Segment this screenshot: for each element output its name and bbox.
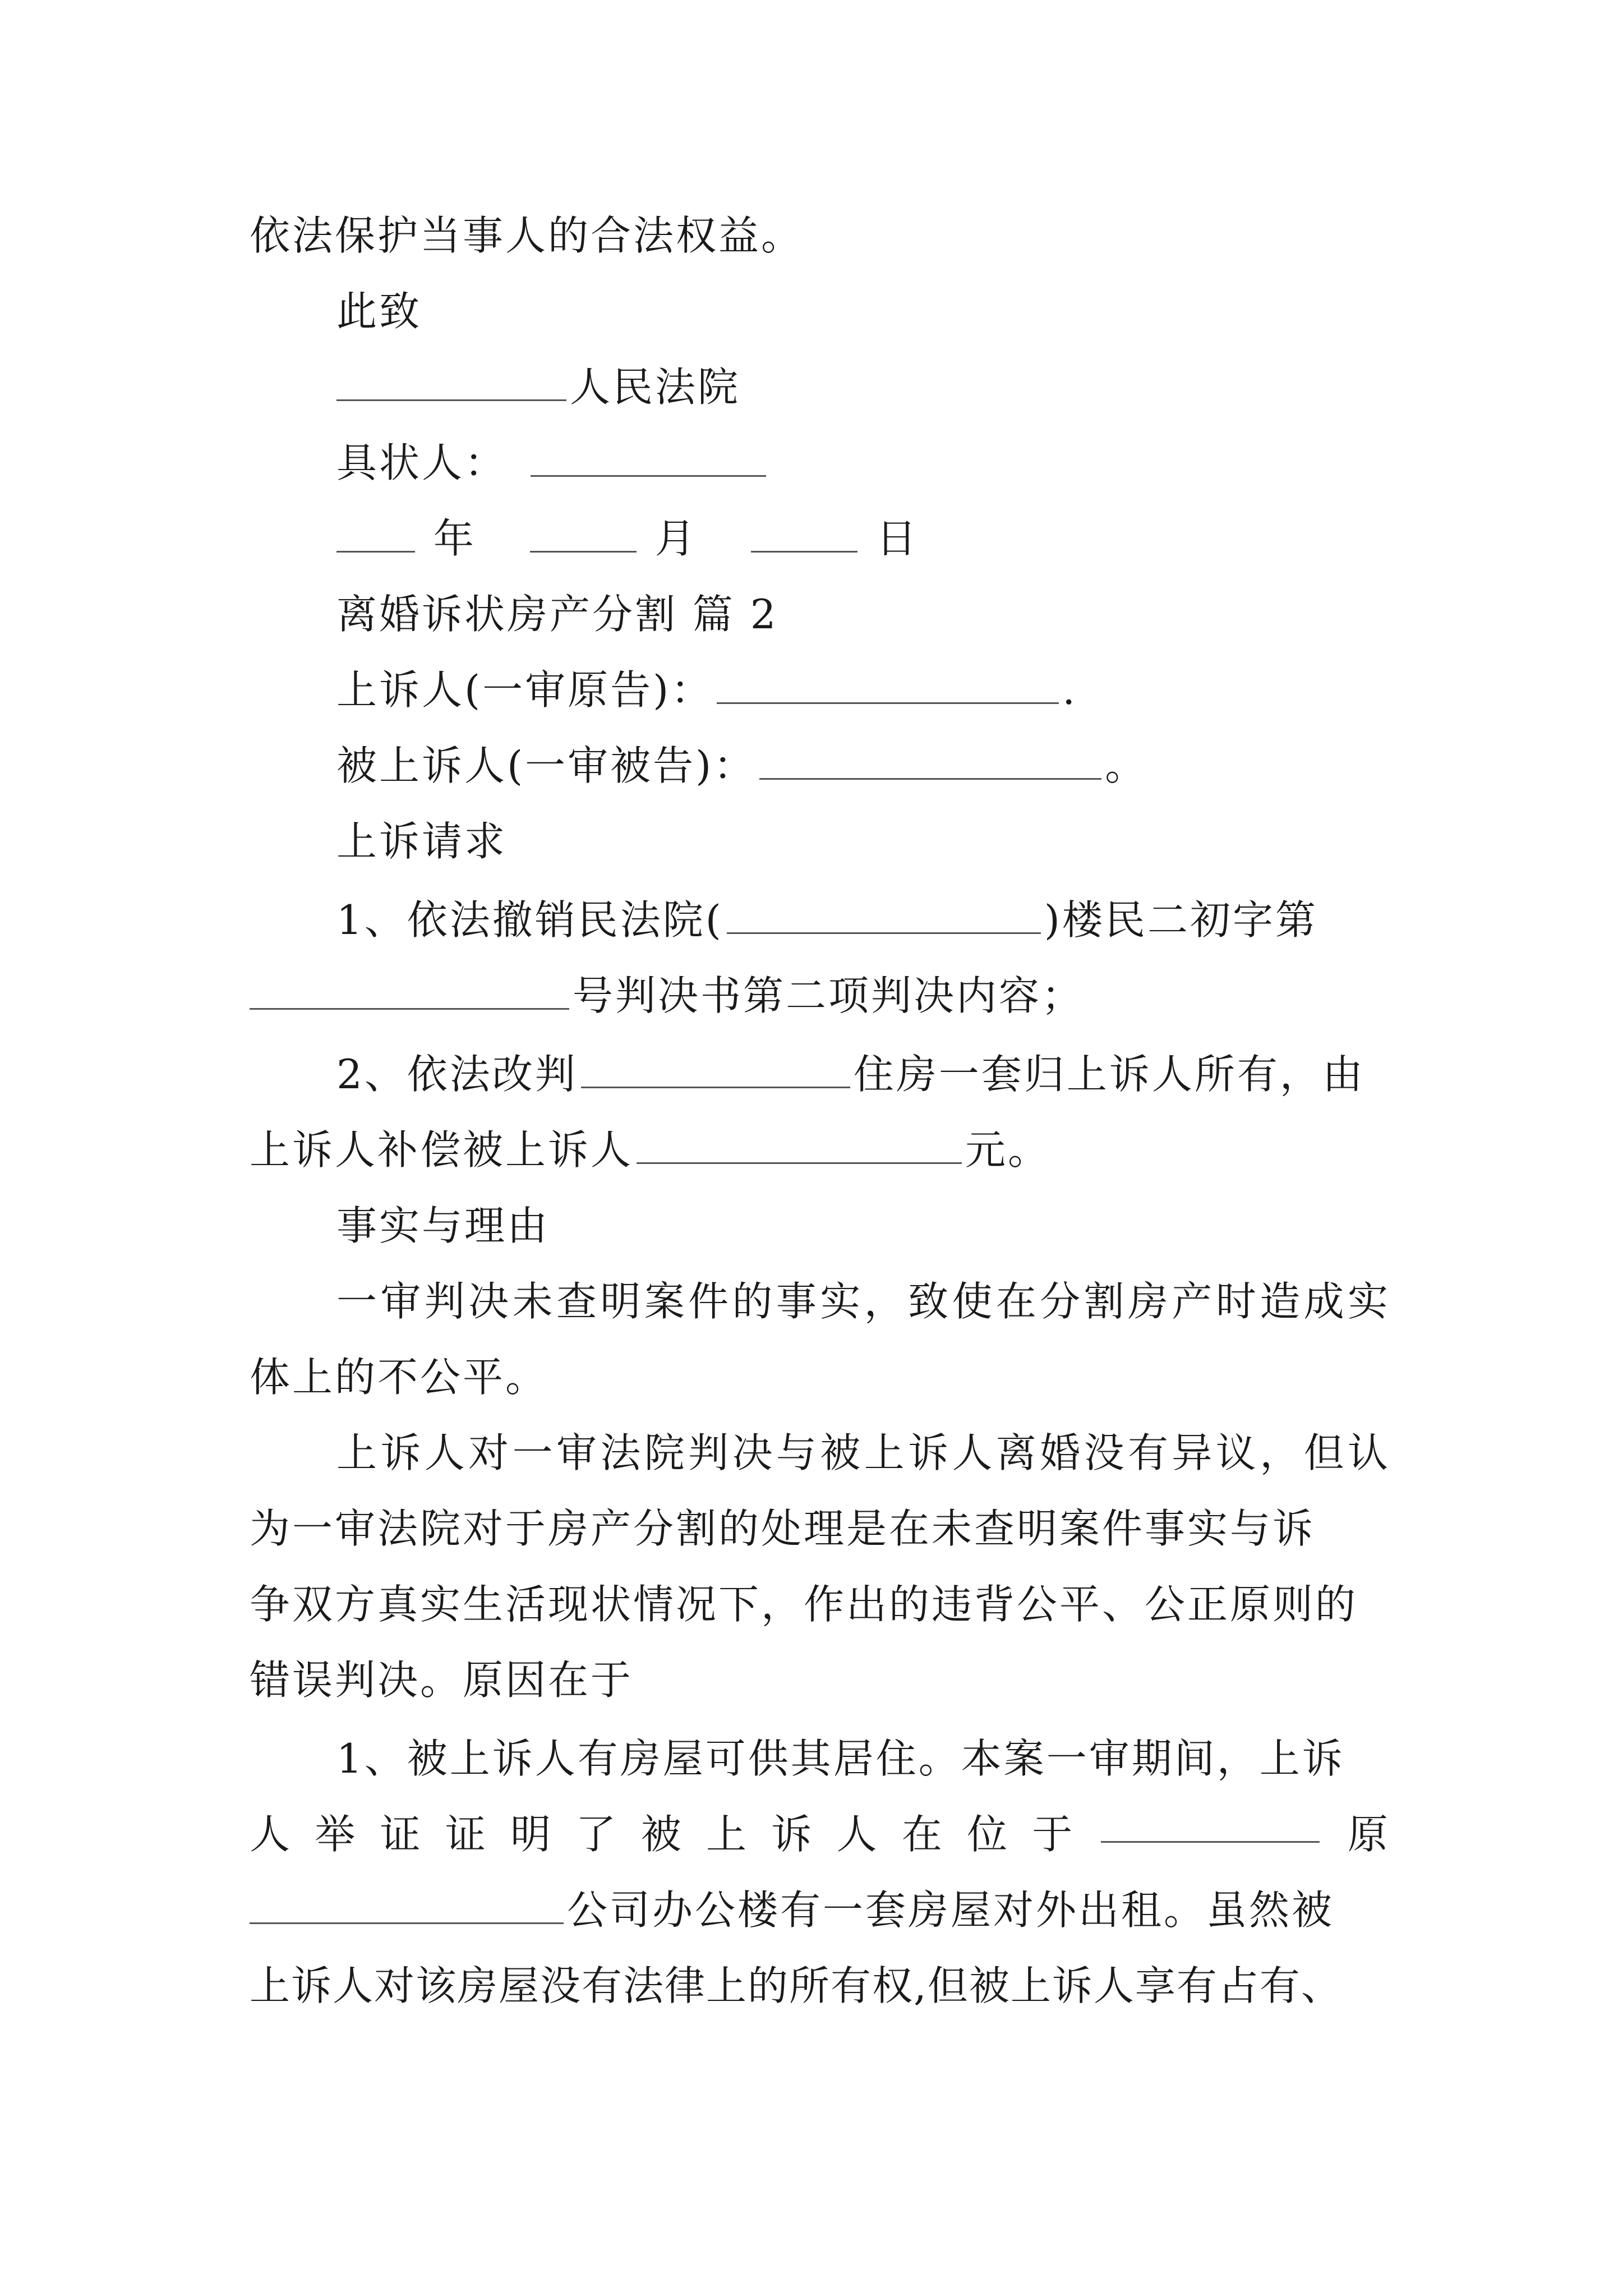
month-label: 月: [654, 515, 698, 562]
compensation-blank: [637, 1128, 962, 1164]
day-blank: [751, 516, 857, 553]
char-12: 于: [1032, 1811, 1073, 1858]
request-1-start: 1、依法撤销民法院(: [336, 896, 723, 944]
appellant-line: [336, 662, 1388, 718]
request-1-continued: [250, 968, 1388, 1024]
location-blank: [1101, 1806, 1320, 1843]
company-blank: [250, 1888, 564, 1924]
day-label: 日: [876, 515, 919, 562]
char-4: 明: [510, 1811, 551, 1858]
plaintiff-blank: [531, 440, 766, 477]
text-line-17: 上 诉 人 对 一 审 法 院 判 决 与 被 上 诉 人 离 婚 没 有 异 议 ， 但 认: [336, 1429, 1388, 1476]
text-line-20: 错误判决。原因在于: [250, 1657, 634, 1704]
request-1-line: [336, 892, 1388, 948]
text-line-19: 争双方真实生活现状情况下，作出的违背公平、公正原则的: [250, 1581, 1358, 1628]
request-2-line: [336, 1046, 1388, 1102]
text-line-21: 1、被上诉人有房屋可供其居住。本案一审期间，上诉: [336, 1735, 1345, 1782]
char-end: 原: [1347, 1811, 1388, 1858]
char-11: 位: [967, 1811, 1008, 1858]
plaintiff-signature-line: [336, 435, 1388, 491]
request-2-start: 2、依法改判: [336, 1051, 578, 1098]
text-line-16: 体上的不公平。: [250, 1354, 548, 1401]
char-6: 被: [640, 1811, 681, 1858]
text-line-22: [250, 1806, 1388, 1862]
char-3: 证: [445, 1811, 486, 1858]
request-2-text: 上诉人补偿被上诉人: [250, 1126, 634, 1174]
court-line: [336, 359, 1388, 415]
housing-blank: [581, 1052, 850, 1088]
char-9: 人: [836, 1811, 877, 1858]
request-1-text: 号判决书第二项判决内容；: [573, 972, 1085, 1019]
char-7: 上: [706, 1811, 746, 1858]
text-line-24: 上诉人对该房屋没有法律上的所有权,但被上诉人享有占有、: [250, 1962, 1343, 2009]
appellant-blank: [717, 668, 1059, 704]
text-line-23-content: 公司办公楼有一套房屋对外出租。虽然被: [567, 1887, 1335, 1934]
text-line-15: 一 审 判 决 未 查 明 案 件 的 事 实 ， 致 使 在 分 割 房 产 时 造 成 实: [336, 1278, 1388, 1325]
char-2: 证: [380, 1811, 421, 1858]
plaintiff-label: 具状人：: [336, 439, 508, 486]
appellant-label: 上诉人(一审原告)：: [336, 666, 714, 714]
char-10: 在: [901, 1811, 942, 1858]
request-2-unit: 元。: [965, 1126, 1051, 1174]
section-heading: 离婚诉状房产分割 篇 2: [336, 591, 778, 638]
appellee-label: 被上诉人(一审被告)：: [336, 742, 757, 789]
text-line-1: 依法保护当事人的合法权益。: [250, 212, 804, 259]
appellee-line: [336, 738, 1388, 794]
year-blank: [336, 516, 415, 553]
char-1: 举: [315, 1811, 356, 1858]
facts-heading: 事实与理由: [336, 1202, 550, 1249]
request-2-end: 住房一套归上诉人所有，由: [853, 1051, 1365, 1098]
case-number-blank: [250, 973, 569, 1010]
text-line-18: 为一审法院对于房产分割的处理是在未查明案件事实与诉: [250, 1505, 1316, 1552]
text-line-23: [250, 1882, 1388, 1938]
appeal-request-heading: 上诉请求: [336, 818, 508, 865]
date-line: [336, 510, 1388, 567]
salutation: 此致: [336, 288, 422, 335]
char-5: 了: [575, 1811, 616, 1858]
char-0: 人: [250, 1811, 291, 1858]
char-8: 诉: [771, 1811, 812, 1858]
request-2-continued: [250, 1122, 1388, 1178]
appellee-end: 。: [1105, 742, 1148, 789]
month-blank: [530, 516, 637, 553]
appellant-end: .: [1062, 666, 1078, 714]
request-1-end: )楼民二初字第: [1044, 896, 1318, 944]
year-label: 年: [433, 515, 476, 562]
court-suffix: 人民法院: [570, 364, 741, 411]
court-case-blank: [727, 898, 1041, 934]
appellee-blank: [759, 743, 1101, 780]
court-name-blank: [336, 365, 566, 401]
